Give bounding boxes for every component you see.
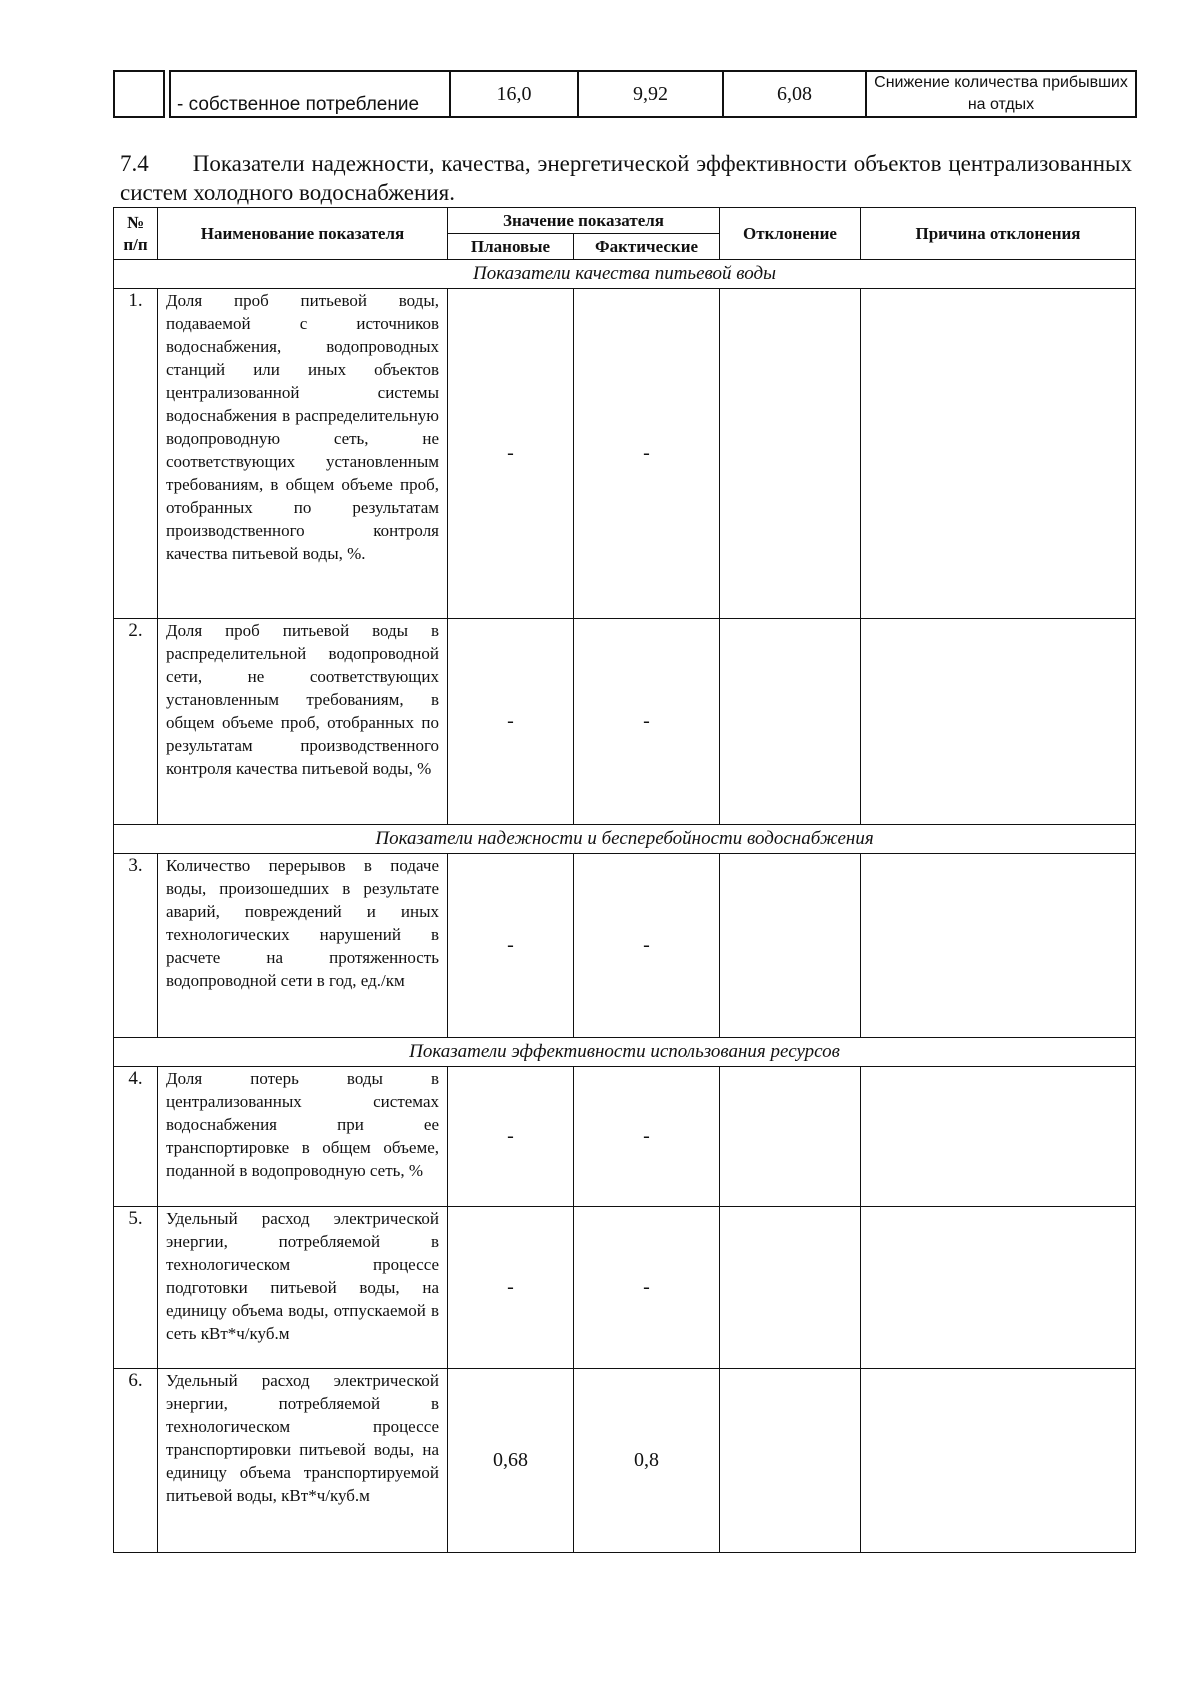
row-deviation [720, 854, 861, 1038]
indicators-table [113, 207, 1136, 1553]
row-fact: 0,8 [574, 1369, 720, 1553]
row-num: 2. [114, 619, 158, 825]
table-row [114, 289, 1136, 619]
row-plan: - [448, 854, 574, 1038]
row-reason [861, 1067, 1136, 1207]
header-deviation: Отклонение [720, 208, 861, 260]
row-num: 4. [114, 1067, 158, 1207]
row-name: Доля проб питьевой воды в распределительной водопроводной сети, не соответствующих установленным требованиям, в общем объеме проб, отобранных по результатам производственного контроля качества питьевой воды, % [158, 619, 448, 825]
row-reason [861, 619, 1136, 825]
table-row [114, 71, 1136, 117]
row-deviation [720, 619, 861, 825]
row-fact: - [574, 1207, 720, 1369]
row-deviation [720, 1369, 861, 1553]
row-plan: - [448, 619, 574, 825]
row-deviation [720, 1207, 861, 1369]
row-plan: - [448, 1067, 574, 1207]
table-row [114, 854, 1136, 1038]
row-name: Доля потерь воды в централизованных системах водоснабжения при ее транспортировке в общем объеме, поданной в водопроводную сеть, % [158, 1067, 448, 1207]
table-row [114, 1067, 1136, 1207]
header-value-group: Значение показателя [448, 208, 720, 234]
row-num: 1. [114, 289, 158, 619]
table-row [114, 1369, 1136, 1553]
row-num: 3. [114, 854, 158, 1038]
row-name: Доля проб питьевой воды, подаваемой с источников водоснабжения, водопроводных станций или иных объектов централизованной системы водоснабжения в распределительную водопроводную сеть, не соответствующих установленным требованиям, в общем объеме проб, отобранных по результатам производственного контроля качества питьевой воды, %. [158, 289, 448, 619]
row-fact: - [574, 289, 720, 619]
row-fact: - [574, 854, 720, 1038]
section-title-quality: Показатели качества питьевой воды [114, 260, 1136, 289]
cell-name: - собственное потребление [170, 71, 450, 117]
section-row [114, 260, 1136, 289]
table-row [114, 619, 1136, 825]
section-title-efficiency: Показатели эффективности использования ресурсов [114, 1038, 1136, 1067]
section-title-reliability: Показатели надежности и бесперебойности водоснабжения [114, 825, 1136, 854]
row-name: Удельный расход электрической энергии, потребляемой в технологическом процессе подготовки питьевой воды, на единицу объема воды, отпускаемой в сеть кВт*ч/куб.м [158, 1207, 448, 1369]
row-name: Количество перерывов в подаче воды, произошедших в результате аварий, повреждений и иных технологических нарушений в расчете на протяженность водопроводной сети в год, ед./км [158, 854, 448, 1038]
header-fact: Фактические [574, 234, 720, 260]
row-reason [861, 289, 1136, 619]
row-name: Удельный расход электрической энергии, потребляемой в технологическом процессе транспортировки питьевой воды, на единицу объема транспортируемой питьевой воды, кВт*ч/куб.м [158, 1369, 448, 1553]
section-heading [120, 149, 1132, 207]
header-reason: Причина отклонения [861, 208, 1136, 260]
row-num: 5. [114, 1207, 158, 1369]
row-reason [861, 1207, 1136, 1369]
header-row [114, 208, 1136, 234]
section-row [114, 825, 1136, 854]
heading-number: 7.4 [120, 151, 149, 176]
table-row [114, 1207, 1136, 1369]
row-deviation [720, 1067, 861, 1207]
section-row [114, 1038, 1136, 1067]
cell-plan: 16,0 [450, 71, 578, 117]
row-reason [861, 1369, 1136, 1553]
heading-text: Показатели надежности, качества, энергетической эффективности объектов централизованных систем холодного водоснабжения. [120, 151, 1132, 205]
row-reason [861, 854, 1136, 1038]
header-plan: Плановые [448, 234, 574, 260]
row-plan: - [448, 1207, 574, 1369]
cell-fact: 9,92 [578, 71, 723, 117]
header-num: № п/п [114, 208, 158, 260]
row-fact: - [574, 1067, 720, 1207]
row-deviation [720, 289, 861, 619]
cell-deviation: 6,08 [723, 71, 866, 117]
cell-reason: Снижение количества прибывших на отдых [866, 71, 1136, 117]
cell-num [114, 71, 164, 117]
row-fact: - [574, 619, 720, 825]
header-name: Наименование показателя [158, 208, 448, 260]
previous-table-fragment [113, 70, 1137, 118]
row-plan: 0,68 [448, 1369, 574, 1553]
row-plan: - [448, 289, 574, 619]
row-num: 6. [114, 1369, 158, 1553]
